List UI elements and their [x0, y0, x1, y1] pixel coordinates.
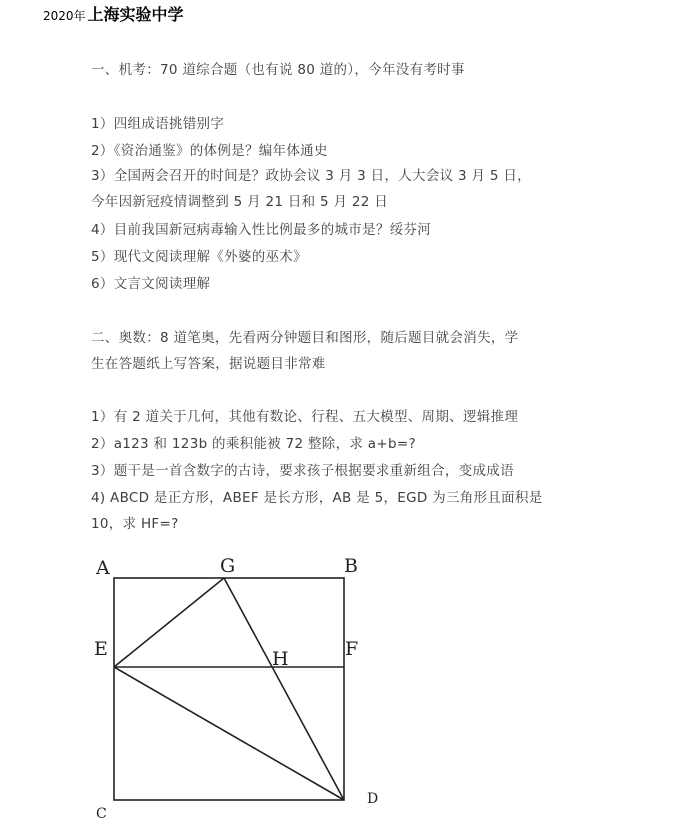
section2-item-1: 1）有 2 道关于几何，其他有数论、行程、五大模型、周期、逻辑推理 — [91, 409, 519, 425]
label-d: D — [367, 791, 379, 807]
section1-item-2: 2）《资治通鉴》的体例是？编年体通史 — [91, 143, 328, 159]
section1-item-4: 4）目前我国新冠病毒输入性比例最多的城市是？绥芬河 — [91, 222, 432, 238]
section1-item-6: 6）文言文阅读理解 — [91, 276, 211, 292]
geometry-figure — [88, 548, 398, 823]
section1-item-1: 1）四组成语挑错别字 — [91, 116, 225, 132]
header-year: 2020年 — [43, 9, 86, 23]
label-g: G — [220, 555, 236, 577]
header-school: 上海实验中学 — [87, 5, 184, 24]
section2-item-2: 2）a123 和 123b 的乘积能被 72 整除，求 a+b=? — [91, 436, 416, 452]
section2-item-3: 3）题干是一首含数字的古诗，要求孩子根据要求重新组合，变成成语 — [91, 463, 514, 479]
section1-item-5: 5）现代文阅读理解《外婆的巫术》 — [91, 249, 307, 265]
label-c: C — [96, 806, 107, 822]
section1-item-3-cont: 今年因新冠疫情调整到 5 月 21 日和 5 月 22 日 — [91, 194, 389, 210]
label-b: B — [344, 555, 358, 577]
section2-item-4-cont: 10，求 HF=? — [91, 516, 179, 532]
section1-item-3: 3）全国两会召开的时间是？政协会议 3 月 3 日，人大会议 3 月 5 日， — [91, 168, 531, 184]
section2-item-4: 4) ABCD 是正方形，ABEF 是长方形，AB 是 5，EGD 为三角形且面积是 — [91, 490, 543, 506]
segment-ed — [114, 667, 344, 800]
label-e: E — [94, 638, 108, 660]
section1-title: 一、机考：70 道综合题（也有说 80 道的），今年没有考时事 — [91, 62, 465, 78]
label-f: F — [345, 638, 359, 660]
segment-eg — [114, 578, 224, 667]
page-header — [43, 2, 184, 25]
label-h: H — [272, 648, 289, 670]
square-abcd — [114, 578, 344, 800]
segment-gd — [224, 578, 344, 800]
section2-title-line2: 生在答题纸上写答案，据说题目非常难 — [91, 356, 326, 372]
section2-title-line1: 二、奥数：8 道笔奥，先看两分钟题目和图形，随后题目就会消失，学 — [91, 330, 519, 346]
label-a: A — [96, 557, 110, 579]
